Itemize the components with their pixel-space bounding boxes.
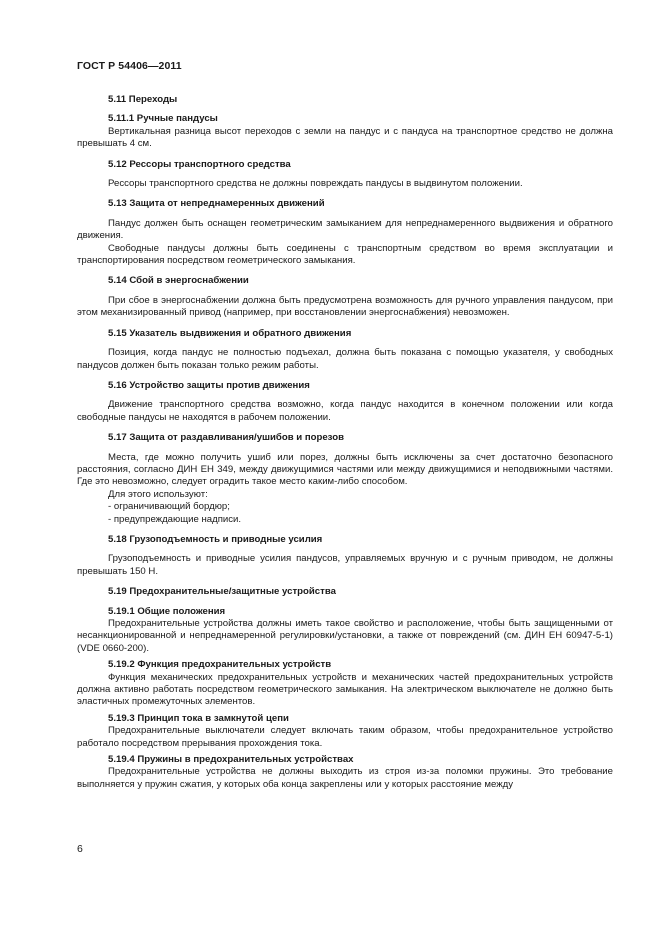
- paragraph: Предохранительные устройства должны иметь такое свойство и расположение, чтобы быть защищенными от несанкционированной и непреднамеренной регулировки/установки, а также от повреждений (см. ДИН ЕН 60947-5-1) (VDE 0660-200).: [77, 618, 613, 654]
- page-number: 6: [77, 843, 83, 855]
- section-heading-5-19-1: 5.19.1 Общие положения: [108, 605, 226, 617]
- section-heading-5-16: 5.16 Устройство защиты против движения: [108, 379, 310, 391]
- paragraph: Для этого используют:: [108, 488, 208, 500]
- document-code-header: ГОСТ Р 54406—2011: [77, 60, 182, 72]
- paragraph: При сбое в энергоснабжении должна быть предусмотрена возможность для ручного управления пандусом, при этом механизированный привод (например, при восстановлении энергоснабжения) невозможен.: [77, 294, 613, 319]
- paragraph: Места, где можно получить ушиб или порез, должны быть исключены за счет достаточно безопасного расстояния, согласно ДИН ЕН 349, между движущимися частями или между движущимися и неподвижными частями. Где это невозможно, следует оградить такое место каким-либо способом.: [77, 451, 613, 488]
- section-heading-5-19-3: 5.19.3 Принцип тока в замкнутой цепи: [108, 712, 289, 724]
- section-heading-5-11: 5.11 Переходы: [108, 94, 178, 105]
- paragraph: Движение транспортного средства возможно, когда пандус находится в конечном положении или когда свободные пандусы не находятся в рабочем положении.: [77, 399, 613, 423]
- paragraph: Пандус должен быть оснащен геометрическим замыканием для непреднамеренного выдвижения и обратного движения.: [77, 217, 613, 242]
- section-heading-5-13: 5.13 Защита от непреднамеренных движений: [108, 198, 325, 210]
- section-heading-5-11-1: 5.11.1 Ручные пандусы: [108, 113, 218, 125]
- section-heading-5-19-2: 5.19.2 Функция предохранительных устройств: [108, 659, 332, 671]
- section-heading-5-18: 5.18 Грузоподъемность и приводные усилия: [108, 533, 323, 545]
- paragraph: Функция механических предохранительных устройств и механических частей предохранительных устройств должна активно работать посредством геометрического замыкания. На электрическом выключателе не должно быть эластичных промежуточных элементов.: [77, 671, 613, 708]
- section-heading-5-14: 5.14 Сбой в энергоснабжении: [108, 275, 249, 287]
- paragraph: Свободные пандусы должны быть соединены с транспортным средством во время эксплуатации и транспортирования посредством геометрического замыкания.: [77, 242, 613, 267]
- paragraph: Предохранительные выключатели следует включать таким образом, чтобы предохранительное устройство работало посредством прерывания прохождения тока.: [77, 725, 613, 749]
- paragraph: Рессоры транспортного средства не должны повреждать пандусы в выдвинутом положении.: [108, 178, 523, 190]
- section-heading-5-19: 5.19 Предохранительные/защитные устройства: [108, 586, 336, 598]
- section-heading-5-17: 5.17 Защита от раздавливания/ушибов и порезов: [108, 432, 344, 444]
- paragraph: Грузоподъемность и приводные усилия пандусов, управляемых вручную и с ручным приводом, не должны превышать 150 Н.: [77, 553, 613, 577]
- section-heading-5-15: 5.15 Указатель выдвижения и обратного движения: [108, 327, 352, 339]
- list-item: - предупреждающие надписи.: [108, 513, 242, 525]
- paragraph: Предохранительные устройства не должны выходить из строя из-за поломки пружины. Это требование выполняется у пружин сжатия, у которых оба конца закреплены или у которых расстояние между: [77, 766, 613, 790]
- page-content: [77, 94, 613, 791]
- section-heading-5-19-4: 5.19.4 Пружины в предохранительных устройствах: [108, 754, 354, 766]
- paragraph: Вертикальная разница высот переходов с земли на пандус и с пандуса на транспортное средство не должна превышать 4 см.: [77, 125, 613, 150]
- list-item: - ограничивающий бордюр;: [108, 501, 230, 513]
- paragraph: Позиция, когда пандус не полностью подъехал, должна быть показана с помощью указателя, у свободных пандусов должен быть показан только режим работы.: [77, 347, 613, 371]
- section-heading-5-12: 5.12 Рессоры транспортного средства: [108, 158, 291, 170]
